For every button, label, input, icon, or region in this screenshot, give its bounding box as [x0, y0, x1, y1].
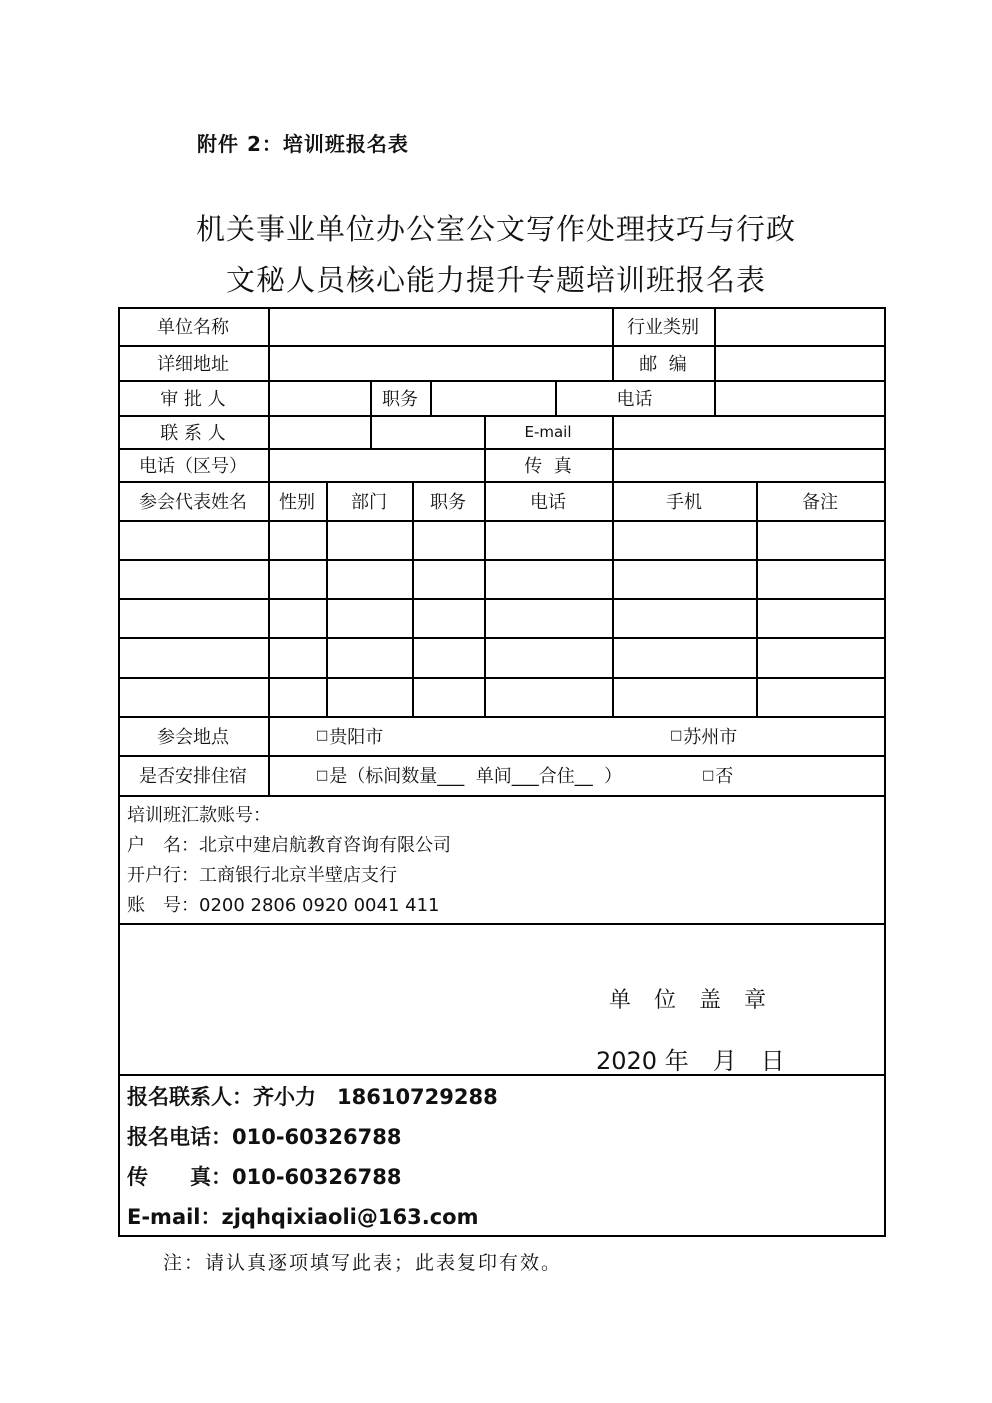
lodging-option-yes[interactable]	[316, 755, 656, 795]
contact-fax-line: 传 真：010-60326788	[127, 1165, 402, 1189]
col-header-remarks: 备注	[802, 491, 838, 513]
approver-label: 审 批 人	[160, 388, 226, 410]
venue-suzhou-text: 苏州市	[683, 726, 738, 748]
form-title-line-2: 文秘人员核心能力提升专题培训班报名表	[225, 263, 766, 297]
address-label: 详细地址	[157, 353, 229, 375]
contact-phone-line: 报名电话：010-60326788	[127, 1125, 402, 1149]
date-line: 2020 年 月 日	[596, 1047, 785, 1075]
email-field[interactable]	[612, 415, 884, 448]
industry-label: 行业类别	[627, 317, 699, 338]
footnote: 注：请认真逐项填写此表；此表复印有效。	[163, 1252, 563, 1274]
border-right	[884, 307, 886, 1237]
phone-area-label: 电话（区号）	[139, 455, 247, 477]
unit-name-label: 单位名称	[157, 317, 229, 338]
checkbox-icon: □	[702, 767, 715, 783]
col-header-department: 部门	[351, 491, 387, 513]
participant-row[interactable]	[118, 637, 884, 677]
email-label: E-mail	[524, 422, 572, 441]
fax-field[interactable]	[612, 448, 884, 481]
attachment-label: 附件 2：培训班报名表	[197, 132, 409, 156]
participant-row[interactable]	[118, 520, 884, 559]
phone-field[interactable]	[714, 380, 884, 415]
contact-person-line: 报名联系人：齐小力 18610729288	[127, 1085, 498, 1109]
contact-position-field[interactable]	[370, 415, 484, 448]
lodging-label: 是否安排住宿	[139, 766, 247, 787]
unit-name-field[interactable]	[268, 307, 612, 345]
venue-option-guiyang[interactable]	[316, 716, 466, 755]
bank-account-name: 户 名：北京中建启航教育咨询有限公司	[127, 835, 451, 856]
seal-label: 单 位 盖 章	[609, 988, 774, 1013]
checkbox-icon: □	[316, 728, 329, 743]
industry-field[interactable]	[714, 307, 884, 345]
lodging-no-text: 否	[715, 766, 734, 787]
bank-branch: 开户行：工商银行北京半壁店支行	[127, 865, 397, 886]
col-header-mobile: 手机	[666, 491, 702, 513]
col-header-gender: 性别	[279, 491, 315, 513]
row-line	[118, 923, 886, 925]
participant-row[interactable]	[118, 598, 884, 637]
phone-area-field[interactable]	[268, 448, 484, 481]
venue-label: 参会地点	[157, 726, 229, 748]
bank-info-title: 培训班汇款账号：	[127, 805, 271, 826]
row-line	[118, 795, 886, 797]
contact-email-line: E-mail：zjqhqixiaoli@163.com	[127, 1205, 479, 1229]
fax-label: 传 真	[524, 455, 572, 477]
address-field[interactable]	[268, 345, 612, 380]
postcode-field[interactable]	[714, 345, 884, 380]
venue-guiyang-text: 贵阳市	[329, 726, 384, 748]
position-field[interactable]	[430, 380, 555, 415]
participant-row[interactable]	[118, 677, 884, 716]
bank-account-number: 账 号：0200 2806 0920 0041 411	[127, 895, 440, 916]
lodging-option-no[interactable]	[702, 755, 782, 795]
approver-field[interactable]	[268, 380, 370, 415]
contact-person-label: 联 系 人	[160, 422, 226, 444]
participant-row[interactable]	[118, 559, 884, 598]
phone-label: 电话	[616, 388, 653, 410]
venue-option-suzhou[interactable]	[670, 716, 820, 755]
postcode-label: 邮 编	[639, 353, 687, 375]
checkbox-icon: □	[670, 728, 683, 743]
lodging-yes-text: 是（标间数量___ 单间___合住__ ）	[329, 766, 623, 787]
contact-person-field[interactable]	[268, 415, 370, 448]
checkbox-icon: □	[316, 767, 329, 783]
registration-form	[118, 307, 886, 1236]
bank-info	[127, 801, 451, 921]
position-label: 职务	[382, 388, 418, 410]
form-title-line-1: 机关事业单位办公室公文写作处理技巧与行政	[195, 212, 796, 246]
col-header-position: 职务	[430, 491, 466, 513]
registration-contact	[127, 1077, 498, 1237]
col-header-name: 参会代表姓名	[139, 491, 247, 513]
col-header-phone: 电话	[530, 491, 566, 513]
